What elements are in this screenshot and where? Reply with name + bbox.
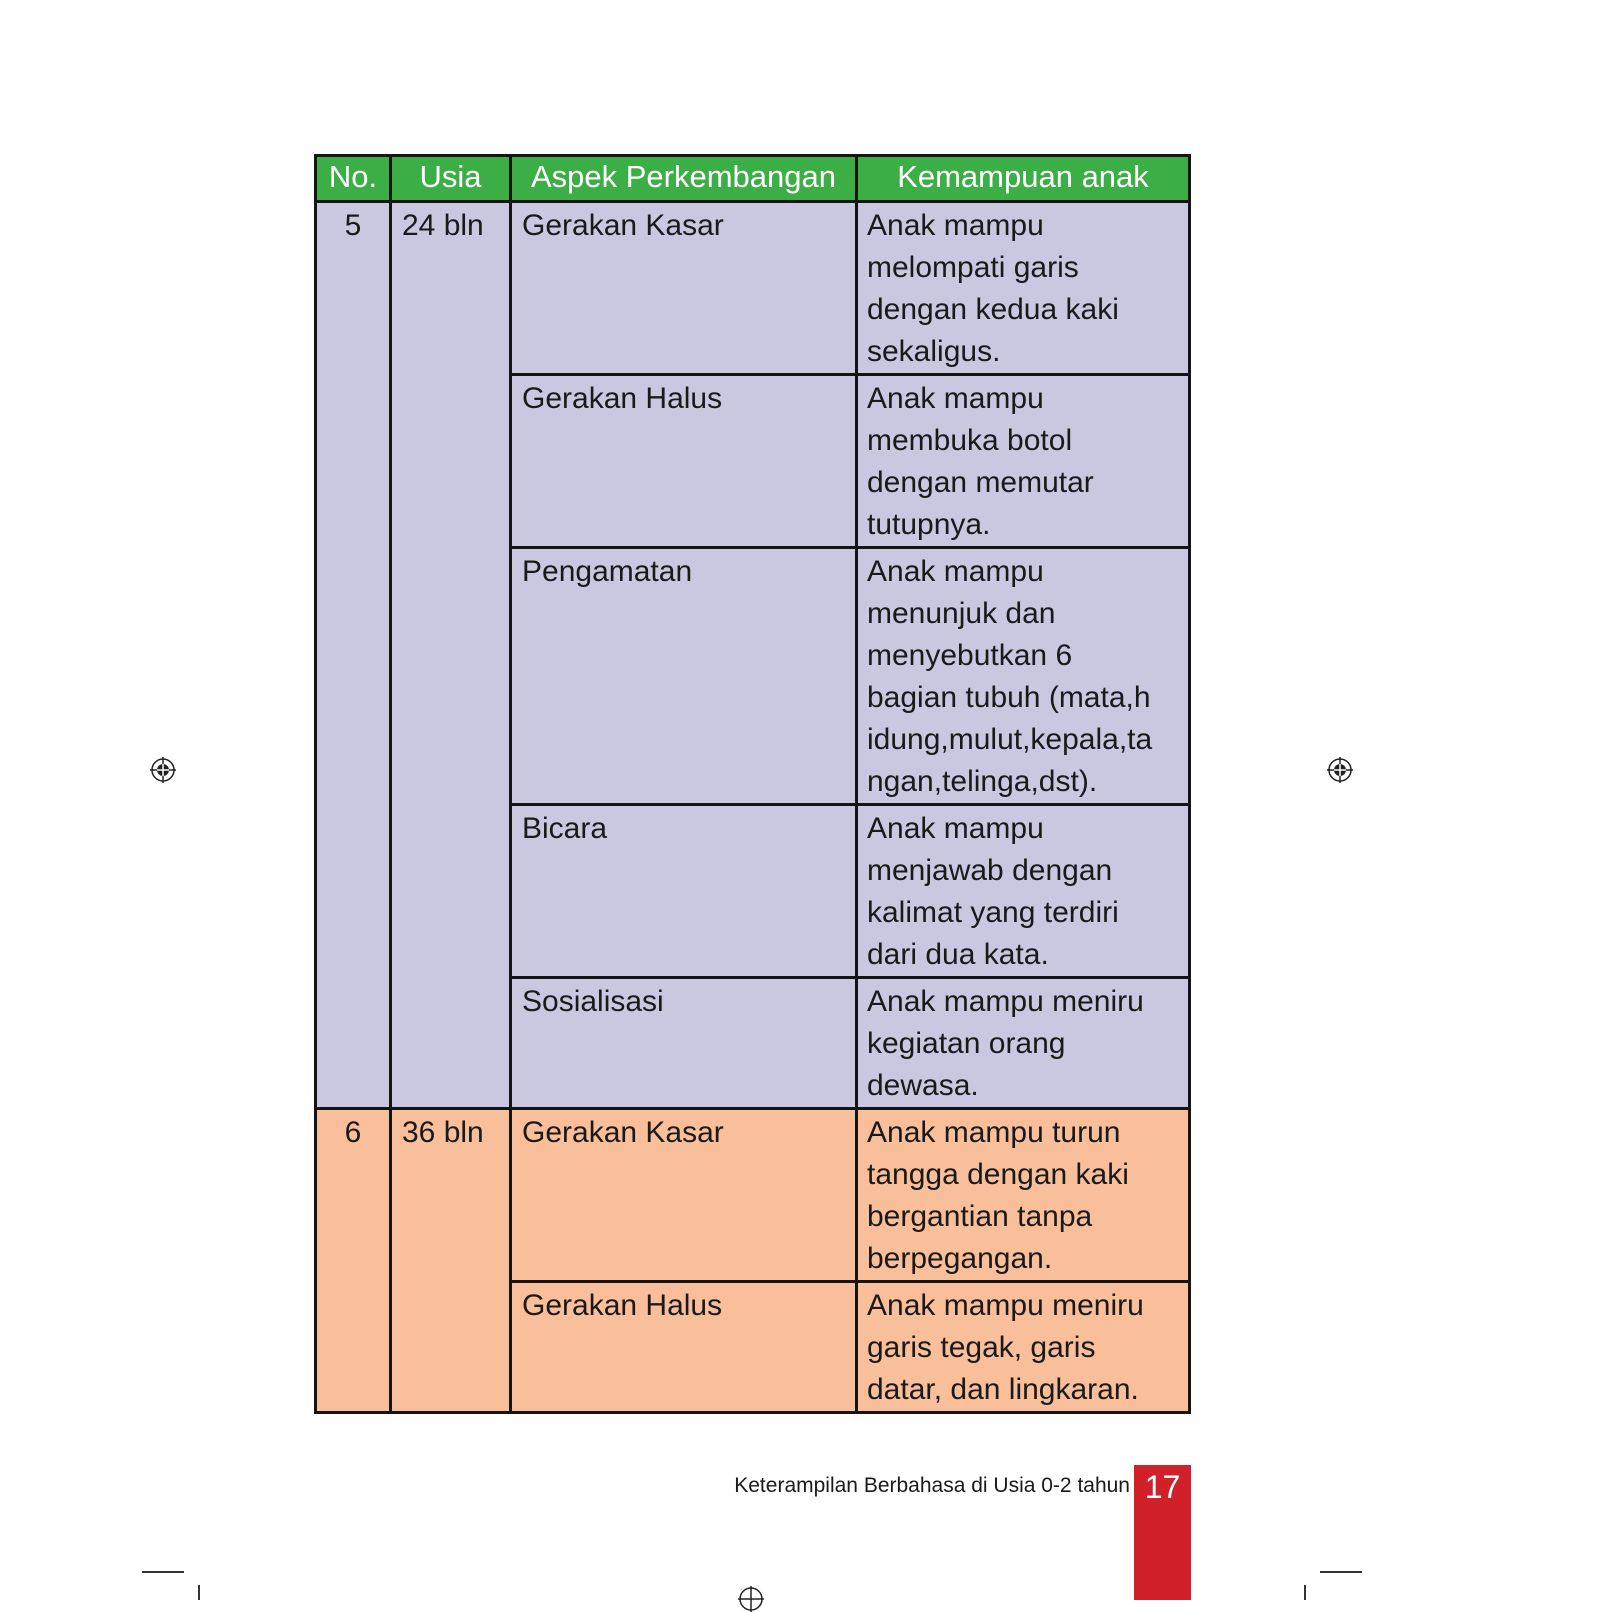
cell-aspek: Sosialisasi	[511, 978, 857, 1109]
header-aspek: Aspek Perkembangan	[511, 156, 857, 202]
kemampuan-line: Anak mampu meniru	[867, 1289, 1144, 1322]
crop-mark	[198, 1585, 200, 1600]
cell-kemampuan	[857, 548, 1190, 805]
kemampuan-line: bagian tubuh (mata,h	[867, 681, 1151, 714]
kemampuan-line: dengan kedua kaki	[867, 293, 1119, 326]
kemampuan-line: Anak mampu	[867, 209, 1044, 242]
header-kemampuan: Kemampuan anak	[857, 156, 1190, 202]
cell-aspek: Bicara	[511, 805, 857, 978]
kemampuan-line: dari dua kata.	[867, 938, 1049, 971]
kemampuan-line: Anak mampu turun	[867, 1116, 1121, 1149]
kemampuan-line: dengan memutar	[867, 466, 1094, 499]
cell-kemampuan	[857, 375, 1190, 548]
page-number: 17	[1134, 1465, 1191, 1600]
kemampuan-line: bergantian tanpa	[867, 1200, 1093, 1233]
registration-mark-icon	[150, 757, 176, 783]
kemampuan-line: tutupnya.	[867, 508, 991, 541]
kemampuan-line: kegiatan orang	[867, 1027, 1066, 1060]
table-row	[316, 202, 1190, 375]
kemampuan-line: sekaligus.	[867, 335, 1001, 368]
kemampuan-line: membuka botol	[867, 424, 1073, 457]
cell-kemampuan	[857, 978, 1190, 1109]
crop-mark	[1320, 1571, 1362, 1573]
kemampuan-line: garis tegak, garis	[867, 1331, 1096, 1364]
cell-aspek: Gerakan Halus	[511, 1282, 857, 1413]
kemampuan-line: ngan,telinga,dst).	[867, 765, 1098, 798]
footer-title: Keterampilan Berbahasa di Usia 0-2 tahun	[734, 1474, 1130, 1497]
table-row	[316, 1109, 1190, 1282]
table-header-row	[316, 156, 1190, 202]
cell-kemampuan	[857, 805, 1190, 978]
kemampuan-line: dewasa.	[867, 1069, 979, 1102]
kemampuan-line: menyebutkan 6	[867, 639, 1073, 672]
cell-usia: 24 bln	[391, 202, 511, 1109]
kemampuan-line: Anak mampu	[867, 382, 1044, 415]
kemampuan-line: Anak mampu	[867, 812, 1044, 845]
kemampuan-line: datar, dan lingkaran.	[867, 1373, 1139, 1406]
header-no: No.	[316, 156, 391, 202]
kemampuan-line: Anak mampu	[867, 555, 1044, 588]
cell-no: 5	[316, 202, 391, 1109]
cell-no: 6	[316, 1109, 391, 1413]
kemampuan-line: melompati garis	[867, 251, 1079, 284]
kemampuan-line: Anak mampu meniru	[867, 985, 1144, 1018]
registration-mark-icon	[1327, 757, 1353, 783]
cell-aspek: Gerakan Kasar	[511, 202, 857, 375]
crop-mark	[142, 1571, 184, 1573]
cell-aspek: Gerakan Kasar	[511, 1109, 857, 1282]
crop-mark	[1304, 1585, 1306, 1600]
table-body	[316, 202, 1190, 1413]
kemampuan-line: kalimat yang terdiri	[867, 896, 1119, 929]
cell-aspek: Pengamatan	[511, 548, 857, 805]
kemampuan-line: tangga dengan kaki	[867, 1158, 1129, 1191]
kemampuan-line: menjawab dengan	[867, 854, 1113, 887]
development-table	[314, 154, 1191, 1414]
kemampuan-line: idung,mulut,kepala,ta	[867, 723, 1153, 756]
kemampuan-line: berpegangan.	[867, 1242, 1053, 1275]
header-usia: Usia	[391, 156, 511, 202]
cell-kemampuan	[857, 1282, 1190, 1413]
kemampuan-line: menunjuk dan	[867, 597, 1056, 630]
cell-kemampuan	[857, 1109, 1190, 1282]
registration-mark-icon	[738, 1586, 764, 1612]
cell-usia: 36 bln	[391, 1109, 511, 1413]
cell-aspek: Gerakan Halus	[511, 375, 857, 548]
cell-kemampuan	[857, 202, 1190, 375]
